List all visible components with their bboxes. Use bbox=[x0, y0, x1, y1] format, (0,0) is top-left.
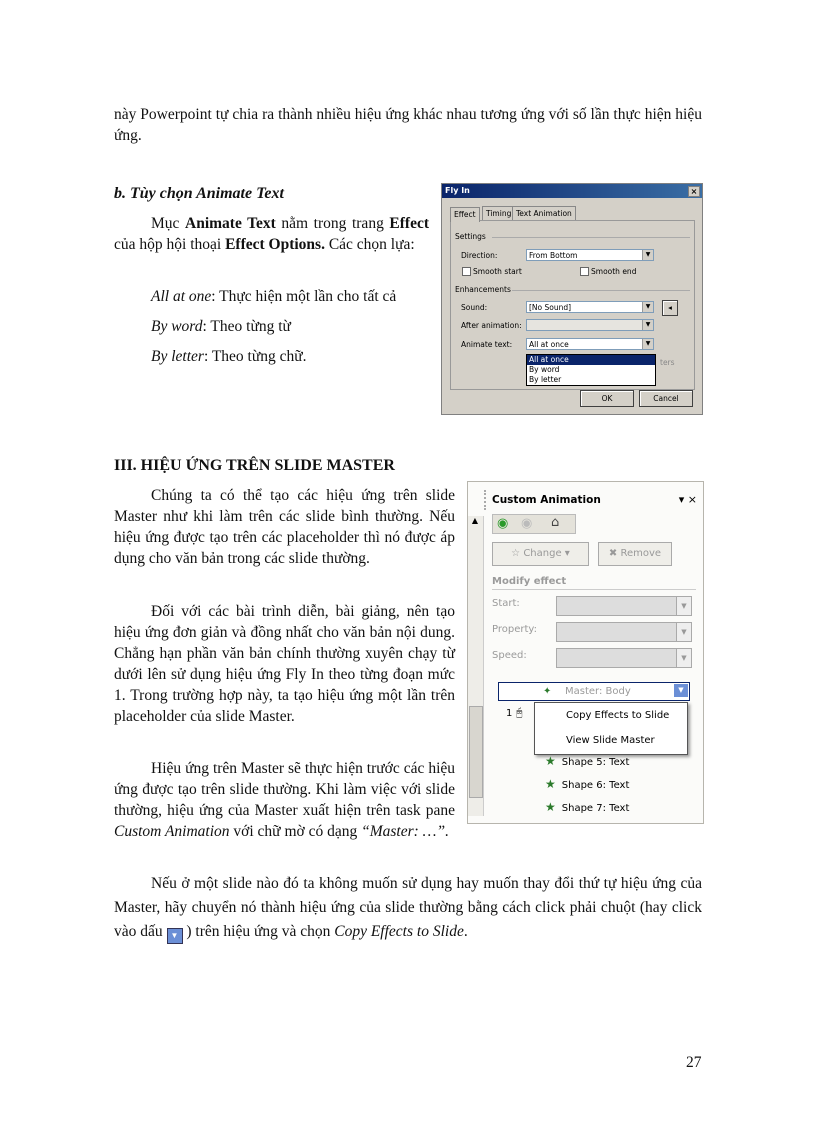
sound-volume-button[interactable] bbox=[662, 300, 678, 316]
enhancements-divider bbox=[512, 290, 690, 291]
custom-animation-pane bbox=[467, 481, 704, 824]
chevron-down-icon: ▼ bbox=[642, 250, 653, 260]
effect-order-number: 1 bbox=[506, 708, 513, 719]
star-icon: ★ bbox=[545, 800, 556, 814]
menu-view-slide-master[interactable]: View Slide Master bbox=[566, 735, 655, 746]
ok-button[interactable]: OK bbox=[580, 390, 634, 407]
forward-icon[interactable]: ◉ bbox=[521, 516, 533, 531]
menu-copy-effects-to-slide[interactable]: Copy Effects to Slide bbox=[566, 710, 670, 721]
animate-text-select[interactable]: All at once ▼ bbox=[526, 338, 654, 350]
option-by-letter: By letter: Theo từng chữ. bbox=[151, 348, 307, 365]
chevron-down-icon: ▼ bbox=[676, 597, 691, 615]
enhancements-label: Enhancements bbox=[455, 285, 511, 294]
modify-divider bbox=[492, 589, 696, 590]
star-icon: ☆ bbox=[511, 548, 524, 559]
sound-label: Sound: bbox=[461, 303, 488, 312]
tab-timing[interactable]: Timing bbox=[482, 206, 515, 220]
dropdown-arrow-icon[interactable]: ▼ bbox=[674, 684, 688, 697]
smooth-start-checkbox[interactable] bbox=[462, 267, 471, 276]
back-icon[interactable]: ◉ bbox=[497, 516, 509, 531]
context-menu bbox=[534, 702, 688, 755]
remove-button[interactable]: ✖ Remove bbox=[598, 542, 672, 566]
smooth-end-label: Smooth end bbox=[591, 267, 637, 276]
pane-scrollbar[interactable] bbox=[468, 516, 484, 816]
start-label: Start: bbox=[492, 598, 520, 609]
dialog-title: Fly In bbox=[445, 186, 470, 195]
chevron-down-icon: ▼ bbox=[676, 623, 691, 641]
tab-effect[interactable]: Effect bbox=[450, 207, 480, 222]
option-all-at-one: All at one: Thực hiện một lần cho tất cả bbox=[151, 288, 397, 305]
shape-7-item[interactable]: ★ Shape 7: Text bbox=[545, 800, 630, 814]
dropdown-option-by-letter[interactable]: By letter bbox=[529, 375, 562, 384]
modify-effect-label: Modify effect bbox=[492, 576, 567, 587]
star-icon: ★ bbox=[545, 777, 556, 791]
property-label: Property: bbox=[492, 624, 537, 635]
change-button[interactable]: ☆ Change ▾ bbox=[492, 542, 589, 566]
after-animation-label: After animation: bbox=[461, 321, 522, 330]
after-animation-select[interactable] bbox=[526, 319, 654, 331]
fly-in-dialog bbox=[441, 183, 703, 415]
section-iii-p4: Nếu ở một slide nào đó ta không muốn sử dụng hay muốn thay đổi thứ tự hiệu ứng của Master, hãy chuyển nó thành hiệu ứng của slide thường bằng cách click phải chuột (hay click vào dấu ▼ ) trên hiệu ứng và chọn Copy Effects to Slide. bbox=[114, 872, 702, 944]
tab-text-animation[interactable]: Text Animation bbox=[512, 206, 576, 220]
direction-label: Direction: bbox=[461, 251, 498, 260]
smooth-start-label: Smooth start bbox=[473, 267, 522, 276]
animate-text-label: Animate text: bbox=[461, 340, 513, 349]
pane-nav bbox=[492, 514, 576, 534]
section-iii-p1: Chúng ta có thể tạo các hiệu ứng trên slide Master như khi làm trên các slide bình thường. Nếu hiệu ứng được tạo trên các placeholder thì nó được áp dụng cho văn bản trong các slide thường. bbox=[114, 487, 455, 567]
section-iii-p2: Đối với các bài trình diễn, bài giảng, nên tạo hiệu ứng đơn giản và đồng nhất cho văn bản nội dung. Chẳng hạn phần văn bản chính thường xuyên chạy từ dưới lên sử dụng hiệu ứng Fly In theo từng đoạn mức 1. Trong trường hợp này, ta tạo hiệu ứng một lần trên placeholder của slide Master. bbox=[114, 603, 455, 725]
speaker-icon: ◂ bbox=[668, 303, 672, 312]
fly-effect-icon: ✦ bbox=[543, 686, 552, 697]
shape-6-item[interactable]: ★ Shape 6: Text bbox=[545, 777, 630, 791]
partial-label: ters bbox=[660, 358, 675, 367]
dialog-titlebar bbox=[442, 184, 702, 198]
pane-title: Custom Animation bbox=[492, 494, 601, 506]
smooth-end-checkbox[interactable] bbox=[580, 267, 589, 276]
dropdown-option-all-at-once[interactable]: All at once bbox=[527, 355, 655, 365]
dropdown-option-by-word[interactable]: By word bbox=[529, 365, 560, 374]
shape-5-item[interactable]: ★ Shape 5: Text bbox=[545, 754, 630, 768]
section-b-heading: b. Tùy chọn Animate Text bbox=[114, 185, 284, 202]
remove-icon: ✖ bbox=[608, 548, 621, 559]
intro-paragraph: này Powerpoint tự chia ra thành nhiều hiệu ứng khác nhau tương ứng với số lần thực hiện hiệu ứng. bbox=[114, 106, 702, 144]
cancel-button[interactable]: Cancel bbox=[639, 390, 693, 407]
animate-text-dropdown bbox=[526, 354, 656, 386]
close-icon[interactable]: × bbox=[688, 186, 700, 197]
chevron-down-icon: ▼ bbox=[642, 320, 653, 330]
section-iii-p3: Hiệu ứng trên Master sẽ thực hiện trước các hiệu ứng được tạo trên slide thường. Khi làm việc với slide thường, hiệu ứng của Master xuất hiện trên task pane Custom Animation với chữ mờ có dạng “Master: …”. bbox=[114, 760, 455, 840]
settings-divider bbox=[492, 237, 690, 238]
sound-select[interactable]: [No Sound] ▼ bbox=[526, 301, 654, 313]
page-number: 27 bbox=[686, 1054, 702, 1071]
chevron-down-icon: ▼ bbox=[642, 339, 653, 349]
property-select[interactable] bbox=[556, 622, 692, 642]
settings-label: Settings bbox=[455, 232, 486, 241]
scroll-up-icon[interactable]: ▲ bbox=[471, 516, 479, 525]
scrollbar-thumb[interactable] bbox=[469, 706, 483, 798]
dropdown-arrow-icon: ▼ bbox=[167, 928, 183, 944]
option-by-word: By word: Theo từng từ bbox=[151, 318, 291, 335]
chevron-down-icon: ▼ bbox=[642, 302, 653, 312]
section-b-paragraph: Mục Animate Text nằm trong trang Effect của hộp hội thoại Effect Options. Các chọn lựa: bbox=[114, 215, 429, 253]
direction-select[interactable]: From Bottom ▼ bbox=[526, 249, 654, 261]
star-icon: ★ bbox=[545, 754, 556, 768]
speed-label: Speed: bbox=[492, 650, 527, 661]
chevron-down-icon: ▼ bbox=[676, 649, 691, 667]
start-select[interactable] bbox=[556, 596, 692, 616]
pane-grip[interactable] bbox=[484, 490, 490, 510]
pane-controls[interactable]: ▾ × bbox=[678, 493, 697, 506]
section-iii-heading: III. HIỆU ỨNG TRÊN SLIDE MASTER bbox=[114, 457, 395, 474]
mouse-icon: 🖰 bbox=[516, 706, 523, 719]
master-effect-label: Master: Body bbox=[565, 686, 631, 697]
speed-select[interactable] bbox=[556, 648, 692, 668]
home-icon[interactable]: ⌂ bbox=[551, 515, 560, 530]
master-effect-item[interactable] bbox=[498, 682, 690, 701]
